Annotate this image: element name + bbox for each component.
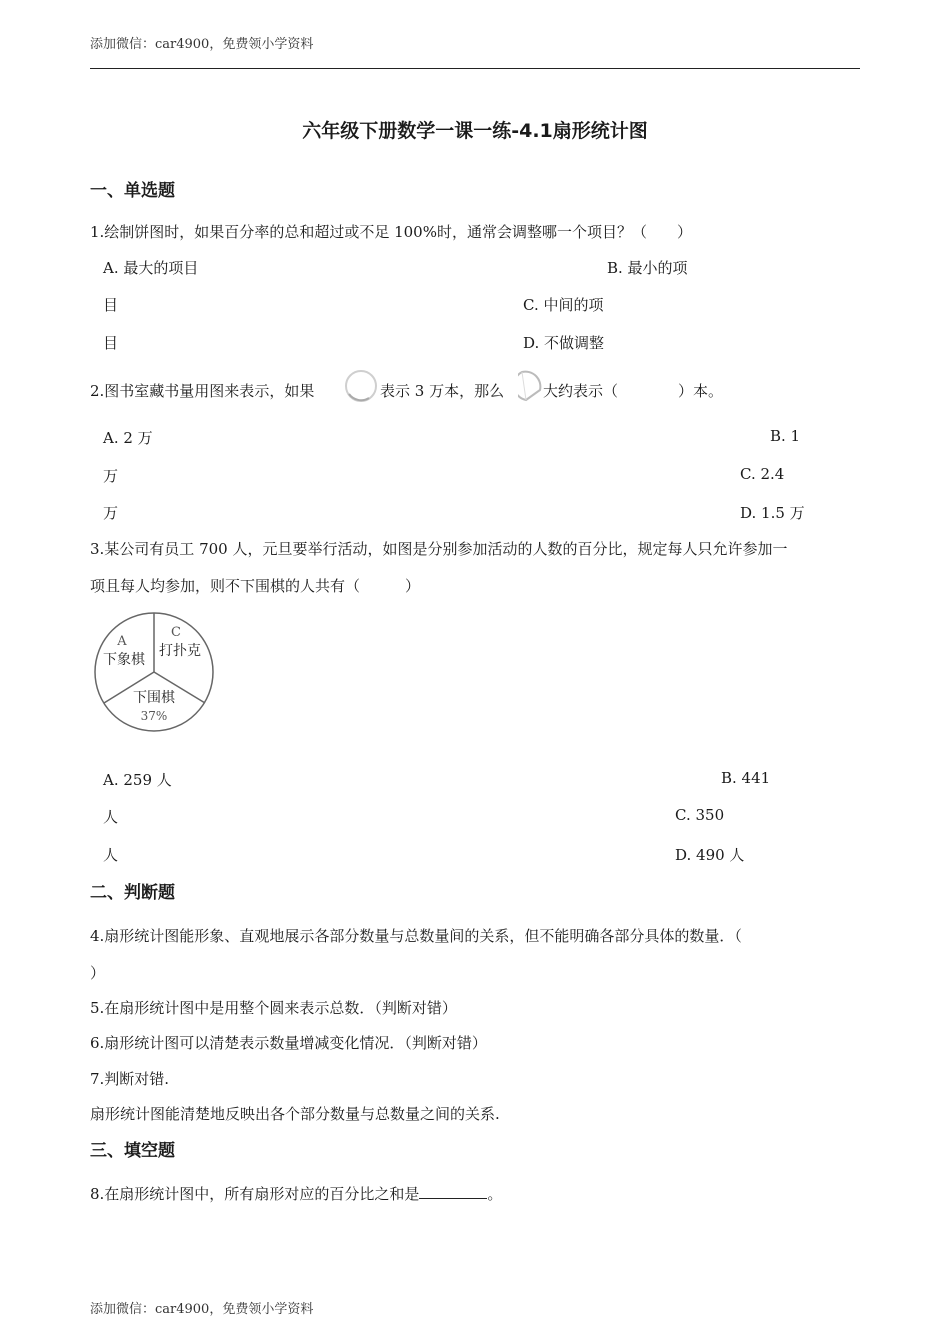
question-3-option-c-wrap: 人 (103, 846, 119, 864)
question-4-line-1: 4.扇形统计图能形象、直观地展示各部分数量与总数量间的关系，但不能明确各部分具体的数量．（ (90, 927, 742, 945)
slice-c-letter: C (171, 625, 181, 640)
slice-a-letter: A (117, 634, 127, 649)
slice-c-label: 打扑克 (159, 643, 201, 659)
question-3-line-1: 3.某公司有员工 700 人，元旦要举行活动，如图是分别参加活动的人数的百分比，规定每人只允许参加一 (90, 540, 788, 558)
question-2-option-b-wrap: 万 (103, 467, 119, 485)
question-1-option-d: D. 不做调整 (523, 334, 605, 352)
section-heading-true-false: 二、判断题 (90, 883, 175, 903)
section-heading-fill-blank: 三、填空题 (90, 1141, 175, 1161)
page-title: 六年级下册数学一课一练-4.1扇形统计图 (302, 120, 648, 142)
question-4-line-2: ） (90, 964, 106, 982)
answer-blank (419, 1184, 487, 1199)
question-7-line-2: 扇形统计图能清楚地反映出各个部分数量与总数量之间的关系. (90, 1105, 500, 1123)
question-8-text-before: 8.在扇形统计图中，所有扇形对应的百分比之和是 (90, 1185, 420, 1203)
question-3-option-b: B. 441 (721, 769, 771, 787)
section-heading-single-choice: 一、单选题 (90, 181, 175, 201)
question-8 (90, 1183, 502, 1204)
slice-a-label: 下象棋 (103, 652, 145, 668)
question-2-option-c-wrap: 万 (103, 504, 119, 522)
page-footer: 添加微信：car4900，免费领小学资料 (90, 1302, 314, 1317)
page-header: 添加微信：car4900，免费领小学资料 (90, 37, 314, 52)
full-circle-icon (343, 368, 379, 404)
question-3-line-2: 项且每人均参加，则不下围棋的人共有（ ） (90, 577, 421, 595)
question-2-text-part2: 表示 3 万本，那么 (380, 382, 505, 400)
question-1-option-b-wrap: 目 (103, 296, 119, 314)
question-2-option-c: C. 2.4 (740, 465, 785, 483)
question-1-stem: 1.绘制饼图时，如果百分率的总和超过或不足 100%时，通常会调整哪一个项目？（ ） (90, 223, 692, 241)
header-rule (90, 68, 860, 69)
question-2-option-a: A. 2 万 (103, 429, 153, 447)
slice-b-label: 下围棋 (133, 690, 175, 706)
slice-b-percent: 37% (140, 709, 168, 723)
question-5: 5.在扇形统计图中是用整个圆来表示总数．（判断对错） (90, 999, 457, 1017)
partial-circle-icon (518, 368, 546, 404)
question-3-option-a: A. 259 人 (103, 771, 172, 789)
question-1-option-c-wrap: 目 (103, 334, 119, 352)
question-3-option-d: D. 490 人 (675, 846, 745, 864)
question-2-text-part1: 2.图书室藏书量用图来表示，如果 (90, 382, 315, 400)
activity-pie-chart (90, 610, 220, 734)
question-6: 6.扇形统计图可以清楚表示数量增减变化情况．（判断对错） (90, 1034, 487, 1052)
question-1-option-c: C. 中间的项 (523, 296, 604, 314)
question-3-option-b-wrap: 人 (103, 808, 119, 826)
question-7-line-1: 7.判断对错. (90, 1070, 170, 1088)
question-1-option-b: B. 最小的项 (607, 259, 688, 277)
question-3-option-c: C. 350 (675, 806, 725, 824)
question-2-text-part3: 大约表示（ ）本。 (543, 382, 724, 400)
question-2-option-d: D. 1.5 万 (740, 504, 805, 522)
question-8-text-after: 。 (487, 1185, 503, 1203)
question-1-option-a: A. 最大的项目 (103, 259, 199, 277)
question-2-option-b: B. 1 (770, 427, 801, 445)
